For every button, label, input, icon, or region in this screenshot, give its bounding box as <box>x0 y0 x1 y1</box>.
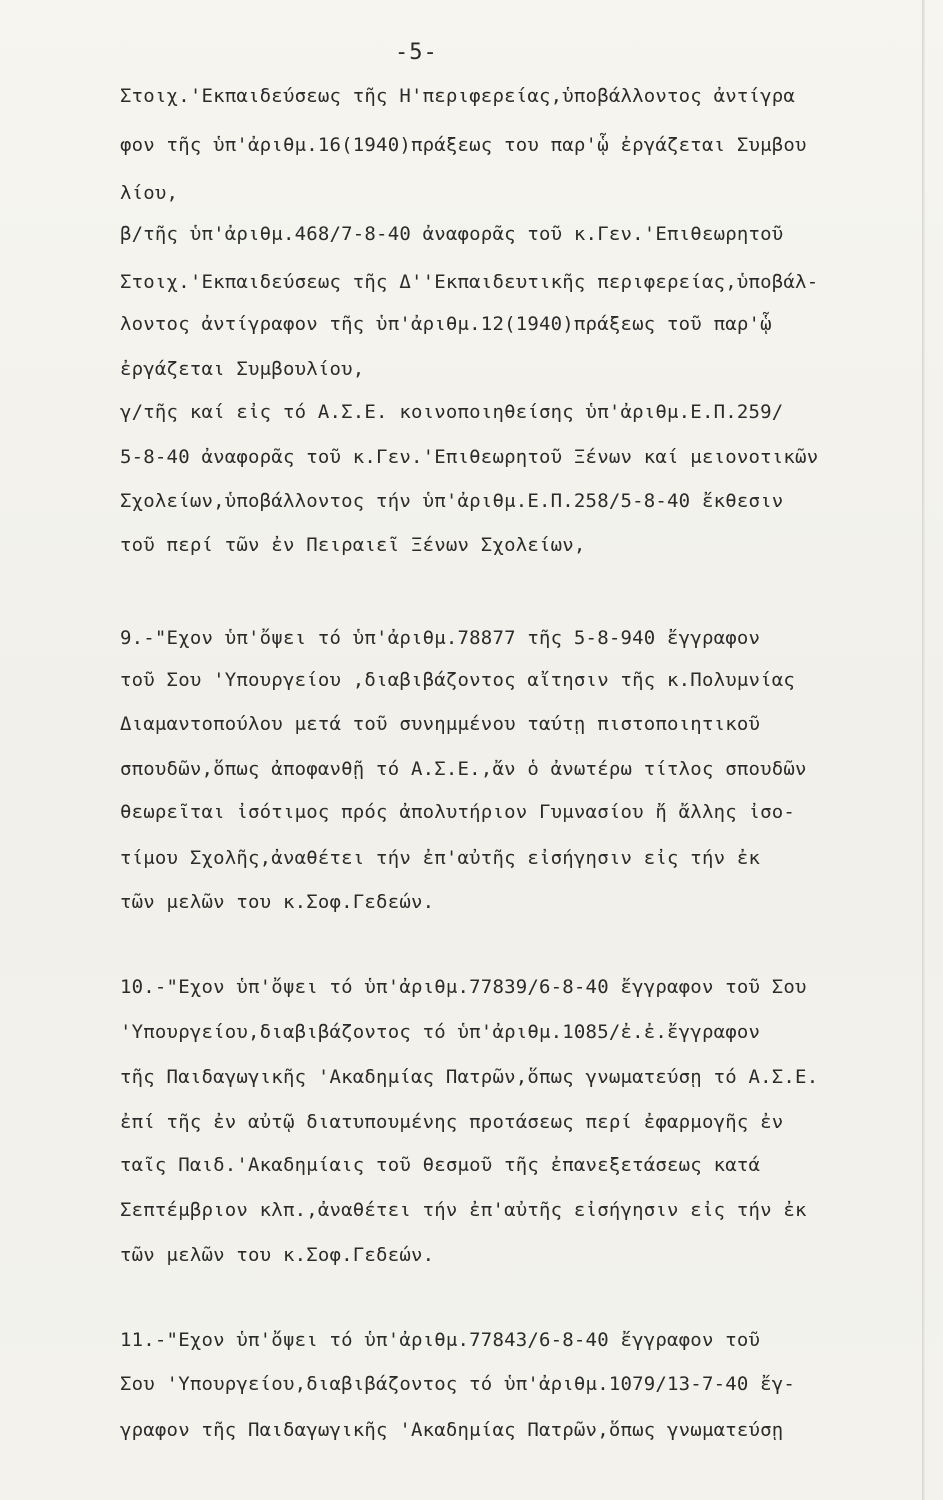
page-edge-shadow <box>922 0 925 1500</box>
text-line: φον τῆς ὑπ'ἀριθμ.16(1940)πράξεως του παρ'ᾧ ἐργάζεται Συμβου <box>120 134 807 156</box>
text-line: 9.-"Εχον ὑπ'ὄψει τό ὑπ'ἀριθμ.78877 τῆς 5-8-940 ἔγγραφον <box>120 627 761 649</box>
text-line: γραφον τῆς Παιδαγωγικῆς 'Ακαδημίας Πατρῶν,ὅπως γνωματεύσῃ <box>120 1419 784 1441</box>
text-line: β/τῆς ὑπ'ἀριθμ.468/7-8-40 ἀναφορᾶς τοῦ κ.Γεν.'Επιθεωρητοῦ <box>120 223 784 245</box>
text-line: τίμου Σχολῆς,ἀναθέτει τήν ἐπ'αὐτῆς εἰσήγησιν εἰς τήν ἐκ <box>120 847 761 869</box>
text-line: τῆς Παιδαγωγικῆς 'Ακαδημίας Πατρῶν,ὅπως γνωματεύσῃ τό Α.Σ.Ε. <box>120 1066 819 1088</box>
text-line: 5-8-40 ἀναφορᾶς τοῦ κ.Γεν.'Επιθεωρητοῦ Ξένων καί μειονοτικῶν <box>120 446 819 468</box>
text-line: Διαμαντοπούλου μετά τοῦ συνημμένου ταύτῃ πιστοποιητικοῦ <box>120 713 761 735</box>
text-line: Σχολείων,ὑποβάλλοντος τήν ὑπ'ἀριθμ.Ε.Π.258/5-8-40 ἔκθεσιν <box>120 490 784 512</box>
text-line: Στοιχ.'Εκπαιδεύσεως τῆς Η'περιφερείας,ὑποβάλλοντος ἀντίγρα <box>120 85 796 107</box>
text-line: θεωρεῖται ἰσότιμος πρός ἀπολυτήριον Γυμνασίου ἤ ἄλλης ἰσο- <box>120 801 796 823</box>
text-line: 11.-"Εχον ὑπ'ὄψει τό ὑπ'ἀριθμ.77843/6-8-40 ἔγγραφον τοῦ <box>120 1329 761 1351</box>
text-line: ἐργάζεται Συμβουλίου, <box>120 358 365 380</box>
page-number: -5- <box>395 40 438 65</box>
text-line: λίου, <box>120 182 179 204</box>
text-line: Στοιχ.'Εκπαιδεύσεως τῆς Δ''Εκπαιδευτικῆς περιφερείας,ὑποβάλ- <box>120 271 819 293</box>
text-line: τοῦ περί τῶν ἐν Πειραιεῖ Ξένων Σχολείων, <box>120 534 586 556</box>
text-line: σπουδῶν,ὅπως ἀποφανθῇ τό Α.Σ.Ε.,ἄν ὁ ἀνωτέρω τίτλος σπουδῶν <box>120 758 807 780</box>
text-line: ἐπί τῆς ἐν αὐτῷ διατυπουμένης προτάσεως περί ἐφαρμογῆς ἐν <box>120 1111 784 1133</box>
text-line: τοῦ Σου 'Υπουργείου ,διαβιβάζοντος αἴτησιν τῆς κ.Πολυμνίας <box>120 669 796 691</box>
text-line: γ/τῆς καί εἰς τό Α.Σ.Ε. κοινοποιηθείσης ὑπ'ἀριθμ.Ε.Π.259/ <box>120 401 784 423</box>
text-line: ταῖς Παιδ.'Ακαδημίαις τοῦ θεσμοῦ τῆς ἐπανεξετάσεως κατά <box>120 1154 761 1176</box>
text-line: τῶν μελῶν του κ.Σοφ.Γεδεών. <box>120 891 435 913</box>
text-line: Σεπτέμβριον κλπ.,ἀναθέτει τήν ἐπ'αὐτῆς εἰσήγησιν εἰς τήν ἐκ <box>120 1199 807 1221</box>
text-line: 10.-"Εχον ὑπ'ὄψει τό ὑπ'ἀριθμ.77839/6-8-40 ἔγγραφον τοῦ Σου <box>120 976 807 998</box>
text-line: λοντος ἀντίγραφον τῆς ὑπ'ἀριθμ.12(1940)πράξεως τοῦ παρ'ᾧ <box>120 313 772 335</box>
text-line: τῶν μελῶν του κ.Σοφ.Γεδεών. <box>120 1244 435 1266</box>
text-line: 'Υπουργείου,διαβιβάζοντος τό ὑπ'ἀριθμ.1085/ἐ.ἐ.ἔγγραφον <box>120 1021 761 1043</box>
text-line: Σου 'Υπουργείου,διαβιβάζοντος τό ὑπ'ἀριθμ.1079/13-7-40 ἔγ- <box>120 1373 796 1395</box>
